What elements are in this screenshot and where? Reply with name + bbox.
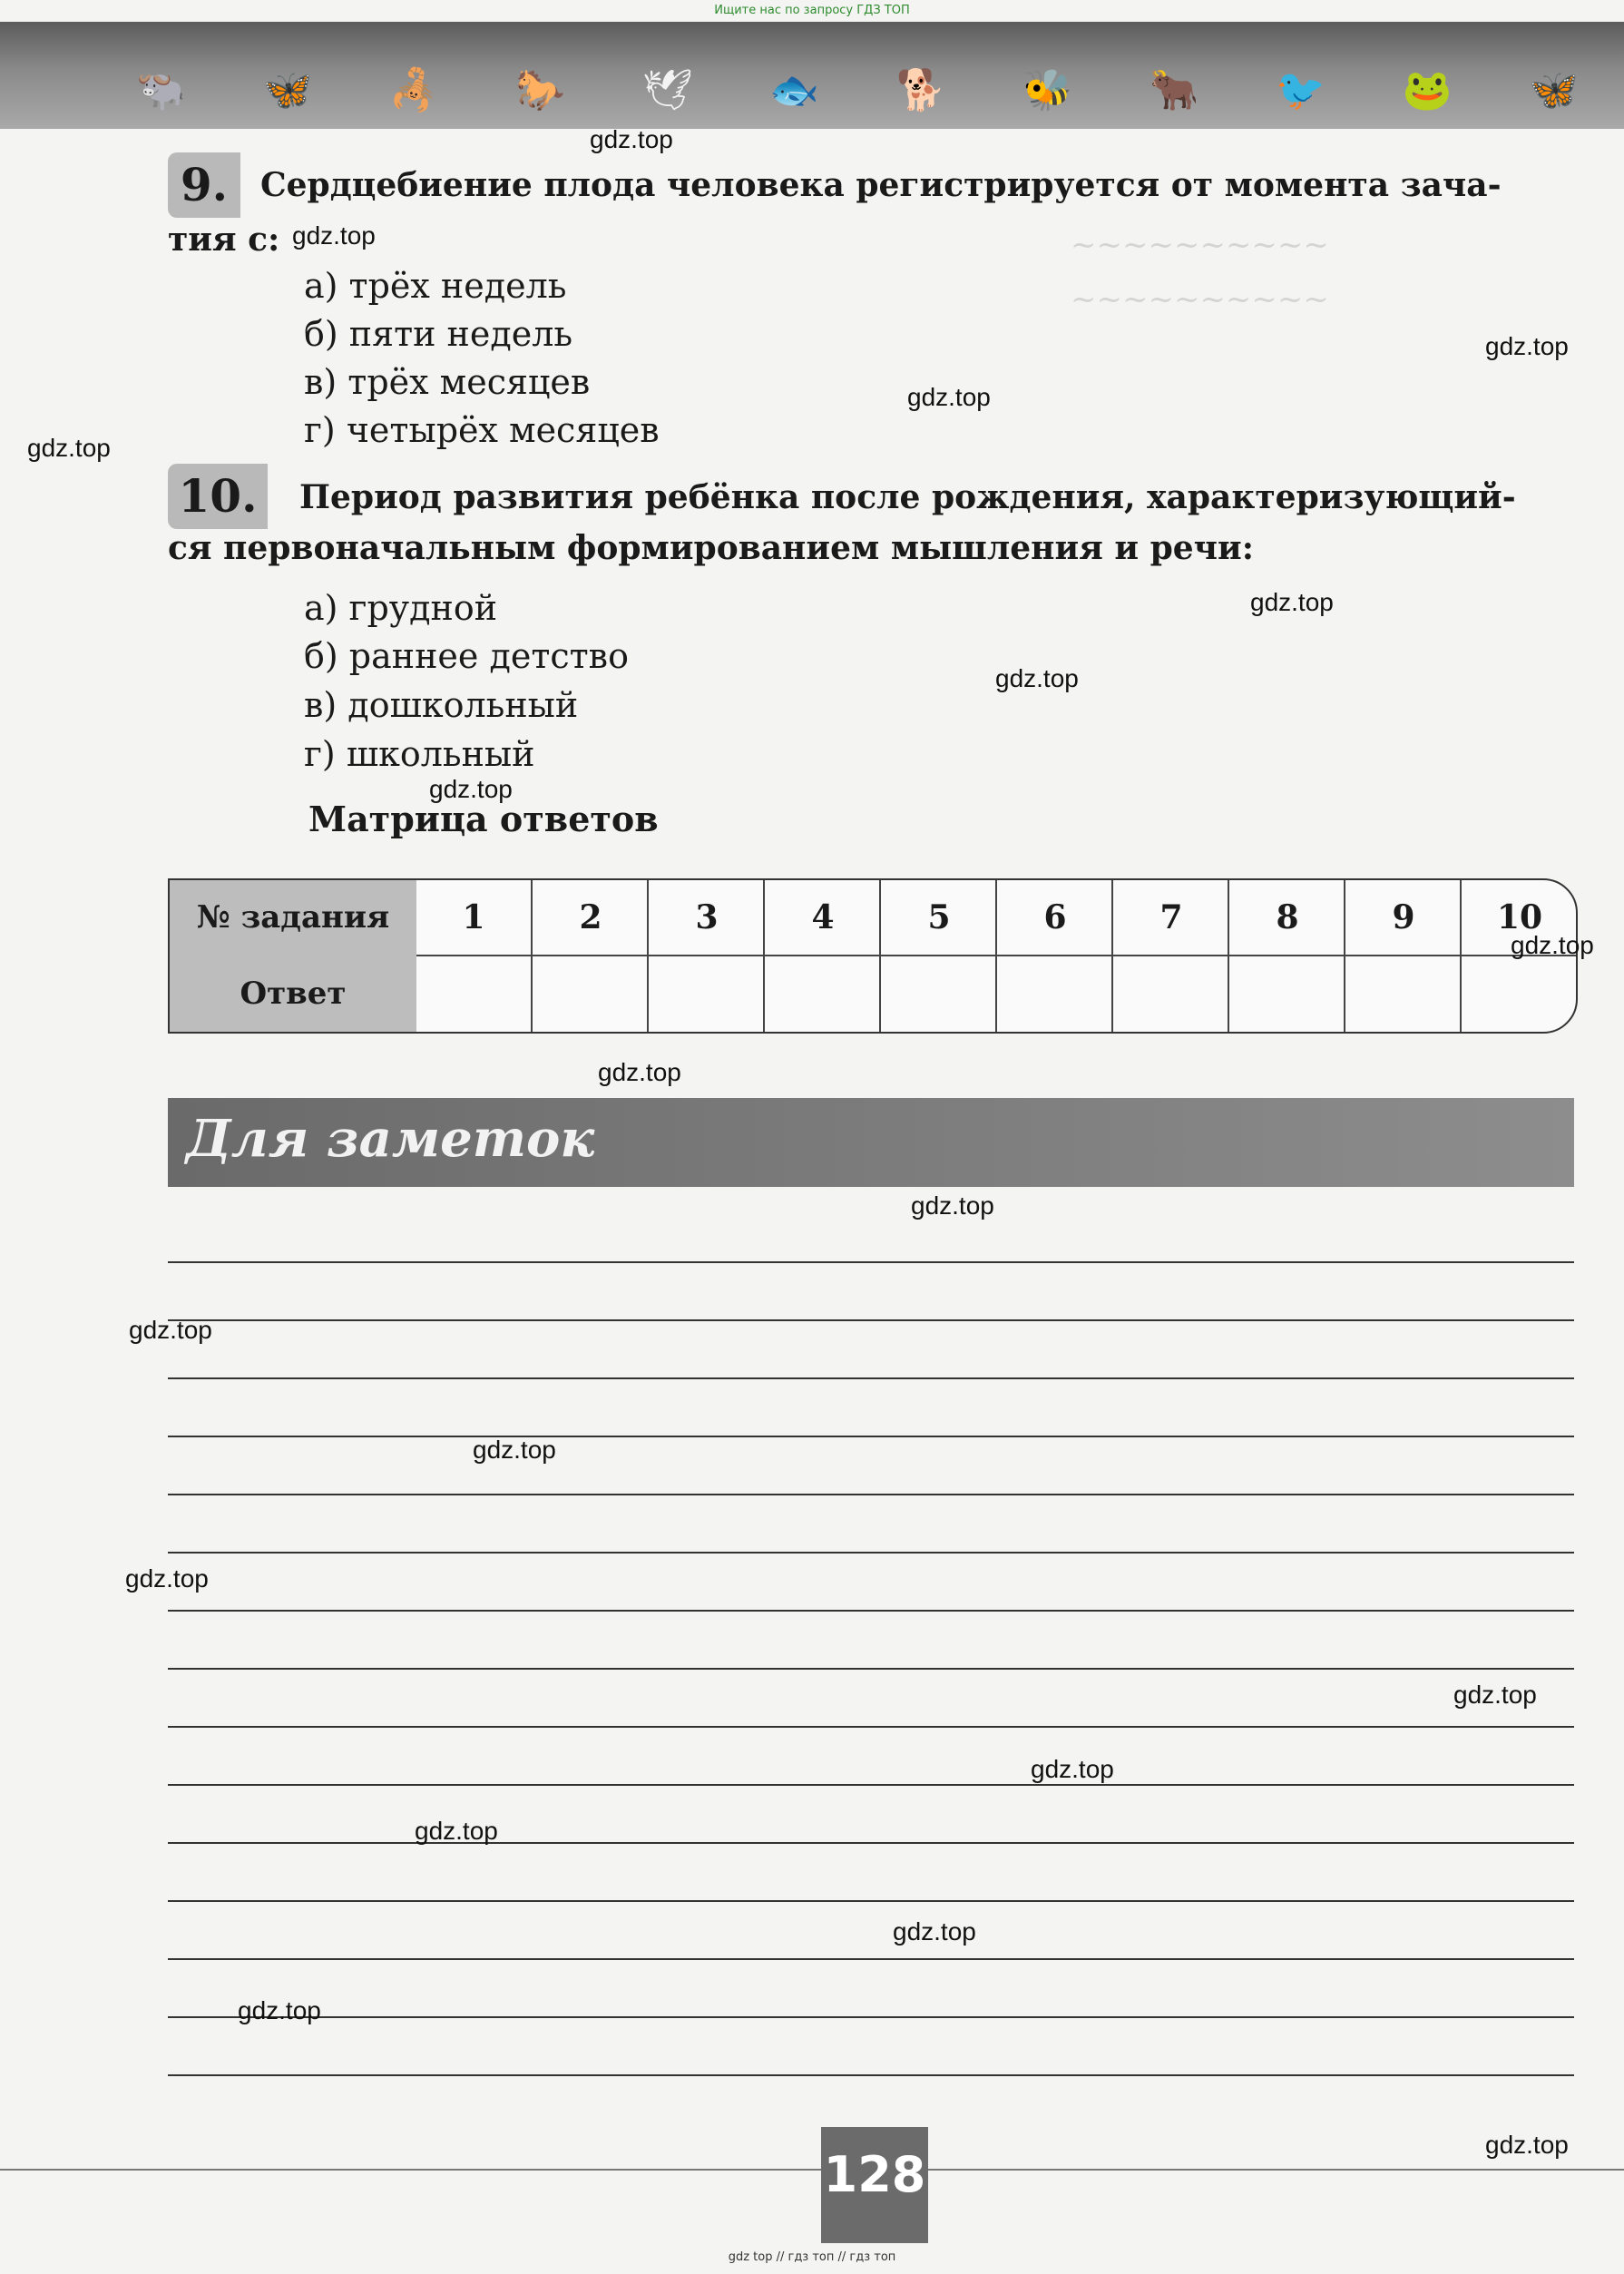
watermark: gdz.top bbox=[1031, 1755, 1114, 1783]
matrix-answer-cell[interactable] bbox=[1228, 955, 1345, 1032]
note-line[interactable] bbox=[168, 1377, 1574, 1379]
bison-icon: 🐃 bbox=[136, 67, 186, 113]
matrix-answer-cell[interactable] bbox=[763, 955, 881, 1032]
note-line[interactable] bbox=[168, 1436, 1574, 1437]
watermark: gdz.top bbox=[473, 1436, 556, 1464]
matrix-number: 4 bbox=[763, 880, 881, 955]
note-line[interactable] bbox=[168, 1261, 1574, 1263]
ghost-text: ~~~~~~~~~~ bbox=[1071, 227, 1329, 263]
note-line[interactable] bbox=[168, 1958, 1574, 1960]
matrix-number: 8 bbox=[1228, 880, 1345, 955]
matrix-answer-cell[interactable] bbox=[995, 955, 1113, 1032]
butterfly-icon: 🦋 bbox=[1529, 67, 1579, 113]
watermark: gdz.top bbox=[911, 1191, 994, 1220]
note-line[interactable] bbox=[168, 2074, 1574, 2076]
question-10-line2: ся первоначальным формированием мышления и речи: bbox=[168, 529, 1254, 567]
matrix-answer-cell[interactable] bbox=[531, 955, 649, 1032]
matrix-answer-cell[interactable] bbox=[879, 955, 997, 1032]
q9-option-d: г) четырёх месяцев bbox=[304, 410, 660, 450]
watermark: gdz.top bbox=[1250, 588, 1334, 616]
watermark: gdz.top bbox=[598, 1058, 681, 1086]
matrix-title: Матрица ответов bbox=[308, 799, 659, 839]
watermark: gdz.top bbox=[238, 1996, 321, 2024]
note-line[interactable] bbox=[168, 1668, 1574, 1670]
watermark: gdz.top bbox=[27, 434, 111, 462]
matrix-number: 1 bbox=[462, 898, 485, 936]
watermark: gdz.top bbox=[590, 125, 673, 153]
note-line[interactable] bbox=[168, 1552, 1574, 1554]
matrix-number: 7 bbox=[1111, 880, 1229, 955]
note-line[interactable] bbox=[168, 1842, 1574, 1844]
matrix-header-task: № задания bbox=[170, 880, 416, 955]
matrix-answer-cell[interactable] bbox=[647, 955, 765, 1032]
q9-option-a: а) трёх недель bbox=[304, 266, 567, 306]
watermark: gdz.top bbox=[893, 1917, 976, 1946]
question-10-line1: Период развития ребёнка после рождения, характеризующий- bbox=[299, 478, 1516, 516]
watermark: gdz.top bbox=[1485, 2131, 1569, 2159]
matrix-row-answers bbox=[170, 955, 1576, 1032]
watermark: gdz.top bbox=[1453, 1681, 1537, 1709]
note-line[interactable] bbox=[168, 1726, 1574, 1728]
matrix-answer-cell[interactable] bbox=[1344, 955, 1462, 1032]
answer-matrix bbox=[168, 878, 1578, 1034]
matrix-number: 2 bbox=[531, 880, 649, 955]
question-9-line1: Сердцебиение плода человека регистрируется от момента зача- bbox=[260, 166, 1502, 204]
q10-option-d: г) школьный bbox=[304, 734, 535, 774]
q10-option-b: б) раннее детство bbox=[304, 636, 629, 676]
matrix-number: 6 bbox=[995, 880, 1113, 955]
q9-option-c: в) трёх месяцев bbox=[304, 362, 591, 402]
insect-icon: 🐝 bbox=[1022, 67, 1073, 113]
q10-option-a: а) грудной bbox=[304, 588, 498, 628]
fish-icon: 🐟 bbox=[769, 67, 820, 113]
note-line[interactable] bbox=[168, 1494, 1574, 1495]
watermark: gdz.top bbox=[1485, 332, 1569, 360]
watermark: gdz.top bbox=[429, 775, 513, 803]
matrix-number: 10 bbox=[1460, 880, 1578, 955]
watermark: gdz.top bbox=[1511, 931, 1594, 959]
bird-icon: 🕊 bbox=[641, 67, 693, 113]
matrix-number: 9 bbox=[1344, 880, 1462, 955]
matrix-row-numbers bbox=[170, 880, 1576, 956]
note-line[interactable] bbox=[168, 2016, 1574, 2018]
animal-strip bbox=[136, 64, 1579, 118]
watermark: gdz.top bbox=[907, 383, 991, 411]
matrix-answer-cell[interactable] bbox=[1460, 955, 1578, 1032]
watermark: gdz.top bbox=[415, 1817, 498, 1845]
bird-icon: 🐦 bbox=[1276, 67, 1326, 113]
watermark: gdz.top bbox=[995, 664, 1079, 692]
dog-icon: 🐕 bbox=[895, 67, 946, 113]
note-line[interactable] bbox=[168, 1900, 1574, 1902]
matrix-answer-cell[interactable] bbox=[1111, 955, 1229, 1032]
matrix-number: 5 bbox=[879, 880, 997, 955]
scorpion-icon: 🦂 bbox=[388, 67, 439, 113]
watermark: gdz.top bbox=[292, 221, 376, 250]
top-note: Ищите нас по запросу ГДЗ ТОП bbox=[714, 4, 910, 17]
footer-rule bbox=[0, 2169, 1624, 2171]
question-number-9: 9. bbox=[168, 152, 240, 218]
note-line[interactable] bbox=[168, 1784, 1574, 1786]
note-line[interactable] bbox=[168, 1610, 1574, 1612]
matrix-header-answer: Ответ bbox=[170, 955, 416, 1032]
question-number-10: 10. bbox=[168, 464, 268, 529]
ghost-text: ~~~~~~~~~~ bbox=[1071, 281, 1329, 318]
butterfly-icon: 🦋 bbox=[262, 67, 313, 113]
frog-icon: 🐸 bbox=[1402, 67, 1453, 113]
question-9-line2: тия с: bbox=[168, 221, 280, 259]
watermark: gdz.top bbox=[125, 1564, 209, 1593]
matrix-number: 3 bbox=[647, 880, 765, 955]
q10-option-c: в) дошкольный bbox=[304, 685, 579, 725]
bottom-note: gdz top // гдз топ // гдз топ bbox=[728, 2250, 896, 2264]
q9-option-b: б) пяти недель bbox=[304, 314, 573, 354]
bull-icon: 🐂 bbox=[1149, 67, 1199, 113]
watermark: gdz.top bbox=[129, 1316, 212, 1344]
notes-title: Для заметок bbox=[186, 1109, 595, 1169]
page-number: 128 bbox=[821, 2127, 928, 2243]
note-line[interactable] bbox=[168, 1319, 1574, 1321]
matrix-answer-cell[interactable] bbox=[416, 955, 531, 1032]
horse-icon: 🐎 bbox=[515, 67, 566, 113]
